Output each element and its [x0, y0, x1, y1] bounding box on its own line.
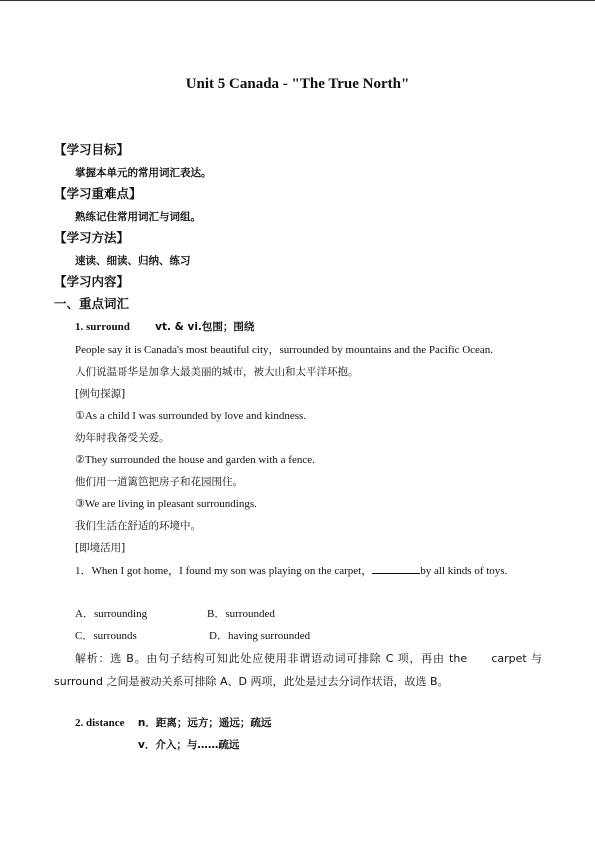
option-c: C．surrounds	[75, 630, 137, 642]
example-2-en: ②They surrounded the house and garden with a fence.	[75, 454, 315, 466]
analysis-text: 解析：选 B。由句子结构可知此处应使用非谓语动词可排除 C 项，再由 the carpet 与 surround 之间是被动关系可排除 A、D 两项，此处是过去分词作状语，故选 B。	[54, 652, 542, 688]
explore-label: [例句探源]	[75, 388, 126, 400]
option-b: B．surrounded	[207, 608, 275, 620]
example-3-cn: 我们生活在舒适的环境中。	[75, 520, 201, 532]
question-1-part1: 1．When I got home，I found my son was playing on the carpet，	[75, 565, 373, 577]
vocab-pos-v: v．介入；与……疏远	[138, 739, 240, 751]
vocab-word: 1. surround	[75, 321, 130, 333]
goals-heading: 【学习目标】	[54, 142, 130, 157]
example-3-en: ③We are living in pleasant surroundings.	[75, 498, 257, 510]
example-cn: 人们说温哥华是加拿大最美丽的城市，被大山和太平洋环抱。	[75, 366, 359, 378]
vocab-item-2	[75, 716, 271, 730]
part1-heading: 一、重点词汇	[54, 296, 130, 311]
document-title: Unit 5 Canada - "The True North"	[185, 76, 410, 92]
vocab-pos-n: n．距离；远方；遥远；疏远	[137, 717, 272, 729]
question-1	[54, 560, 542, 582]
top-rule	[0, 0, 595, 1]
keypoints-text: 熟练记住常用词汇与词组。	[75, 211, 201, 223]
methods-heading: 【学习方法】	[54, 230, 130, 245]
methods-text: 速读、细读、归纳、练习	[75, 255, 191, 267]
example-1-cn: 幼年时我备受关爱。	[75, 432, 170, 444]
option-d: D．having surrounded	[209, 630, 311, 642]
content-heading: 【学习内容】	[54, 274, 130, 289]
example-1-en: ①As a child I was surrounded by love and kindness.	[75, 410, 307, 422]
example-2-cn: 他们用一道篱笆把房子和花园围住。	[75, 476, 243, 488]
answer-blank	[372, 563, 420, 574]
example-en: People say it is Canada's most beautiful city，surrounded by mountains and the Pacific Ocean.	[75, 344, 494, 356]
vocab-item-1	[75, 320, 254, 334]
question-1-part2: by all kinds of toys.	[420, 565, 508, 577]
option-a: A．surrounding	[75, 608, 148, 620]
vocab-word-2: 2. distance	[75, 717, 125, 729]
vocab-pos: vt. & vi.包围；围绕	[155, 321, 255, 333]
practice-label: [即境活用]	[75, 542, 126, 554]
goals-text: 掌握本单元的常用词汇表达。	[75, 167, 212, 179]
keypoints-heading: 【学习重难点】	[54, 186, 142, 201]
